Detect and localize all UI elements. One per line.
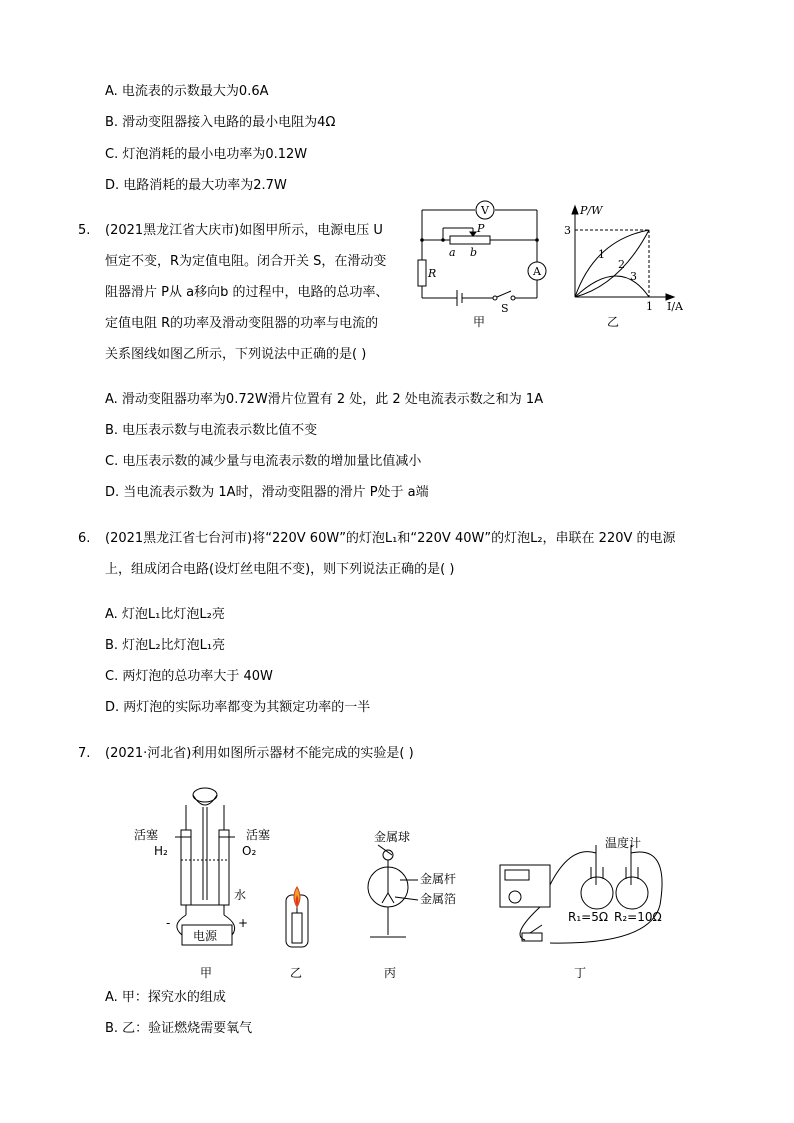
jia-power-label: 电源 (193, 929, 218, 943)
q5-stem-line-4: 定值电阻 R的功率及滑动变阻器的功率与电流的 (105, 316, 379, 331)
q6-option-a: A. 灯泡L₁比灯泡L₂亮 (105, 607, 225, 622)
voltmeter-label: V (481, 204, 489, 217)
ammeter-label: A (533, 265, 541, 278)
curve-2 (575, 230, 649, 297)
q5-stem-line-2: 恒定不变，R为定值电阻。闭合开关 S，在滑动变 (105, 254, 387, 269)
q7-stem: (2021·河北省)利用如图所示器材不能完成的实验是( ) (105, 746, 414, 761)
curve-2-label: 2 (618, 258, 625, 271)
electroscope-apparatus (368, 845, 418, 937)
q5-stem-line-1: (2021黑龙江省大庆市)如图甲所示，电源电压 U (105, 223, 383, 238)
q5-option-d: D. 当电流表示数为 1A时，滑动变阻器的滑片 P处于 a端 (105, 485, 429, 500)
figure-caption-yi: 乙 (607, 315, 620, 329)
joule-heating-apparatus (500, 845, 662, 943)
q4-option-b: B. 滑动变阻器接入电路的最小电阻为4Ω (105, 115, 336, 130)
switch-label: S (501, 302, 509, 315)
figure-caption-yi-7: 乙 (290, 966, 303, 980)
q5-stem-line-5: 关系图线如图乙所示，下列说法中正确的是( ) (105, 347, 367, 362)
end-a-label: a (449, 246, 456, 259)
flask-r2 (616, 877, 648, 909)
resistor-label: R (428, 267, 437, 280)
q5-option-b: B. 电压表示数与电流表示数比值不变 (105, 423, 318, 438)
q5-option-c: C. 电压表示数的减少量与电流表示数的增加量比值减小 (105, 454, 422, 469)
q5-power-current-graph (560, 200, 695, 332)
q6-number: 6. (78, 531, 91, 546)
power-meter-box (500, 865, 550, 907)
bing-rod-label: 金属杆 (420, 872, 457, 886)
jia-water-label: 水 (234, 888, 247, 902)
slider-label: P (477, 222, 485, 235)
q5-option-a: A. 滑动变阻器功率为0.72W滑片位置有 2 处，此 2 处电流表示数之和为 1A (105, 392, 544, 407)
curve-1 (575, 230, 649, 297)
ding-thermometer-label: 温度计 (605, 836, 642, 850)
ding-r1-label: R₁=5Ω (568, 910, 609, 924)
q6-stem-line-1: (2021黑龙江省七台河市)将“220V 60W”的灯泡L₁和“220V 40W”的灯泡L₂，串联在 220V 的电源 (105, 531, 676, 546)
q5-circuit-diagram (415, 200, 550, 332)
curve-3 (575, 276, 649, 297)
end-b-label: b (470, 246, 478, 259)
bing-ball-label: 金属球 (374, 830, 411, 844)
bing-foil-label: 金属箔 (420, 892, 457, 906)
jia-plus-label: + (238, 916, 249, 930)
q5-number: 5. (78, 223, 91, 238)
q4-option-c: C. 灯泡消耗的最小电功率为0.12W (105, 147, 308, 162)
q4-option-d: D. 电路消耗的最大功率为2.7W (105, 178, 287, 193)
q6-stem-line-2: 上，组成闭合电路(设灯丝电阻不变)，则下列说法正确的是( ) (105, 562, 455, 577)
ding-r2-label: R₂=10Ω (614, 910, 662, 924)
flask-r1 (581, 877, 613, 909)
figure-caption-jia: 甲 (473, 315, 486, 329)
rheostat-symbol (450, 236, 490, 244)
q6-option-c: C. 两灯泡的总功率大于 40W (105, 669, 273, 684)
resistor-symbol (418, 260, 426, 286)
q6-option-b: B. 灯泡L₂比灯泡L₁亮 (105, 638, 226, 653)
q5-stem-line-3: 阻器滑片 P从 a移向b 的过程中，电路的总功率、 (105, 285, 389, 300)
electrolysis-apparatus (175, 788, 235, 945)
jia-stopcock-left-label: 活塞 (134, 828, 159, 842)
q7-option-a: A. 甲：探究水的组成 (105, 990, 226, 1005)
jia-h2-label: H₂ (154, 844, 168, 858)
jia-stopcock-right-label: 活塞 (246, 828, 271, 842)
jia-minus-label: - (166, 916, 171, 930)
figure-caption-ding-7: 丁 (574, 966, 587, 980)
figure-caption-bing-7: 丙 (384, 966, 397, 980)
jia-o2-label: O₂ (242, 844, 257, 858)
graph-x-label: I/A (667, 300, 683, 313)
graph-y-label: P/W (580, 204, 603, 217)
q7-apparatus-figure (130, 775, 670, 985)
graph-y-tick: 3 (564, 224, 571, 237)
curve-3-label: 3 (630, 270, 637, 283)
figure-caption-jia-7: 甲 (200, 966, 213, 980)
switch-symbol (497, 291, 511, 297)
curve-1-label: 1 (598, 248, 605, 261)
q7-option-b: B. 乙：验证燃烧需要氧气 (105, 1021, 253, 1036)
q6-option-d: D. 两灯泡的实际功率都变为其额定功率的一半 (105, 700, 371, 715)
graph-x-tick: 1 (646, 300, 653, 313)
q7-number: 7. (78, 746, 91, 761)
q4-option-a: A. 电流表的示数最大为0.6A (105, 84, 269, 99)
